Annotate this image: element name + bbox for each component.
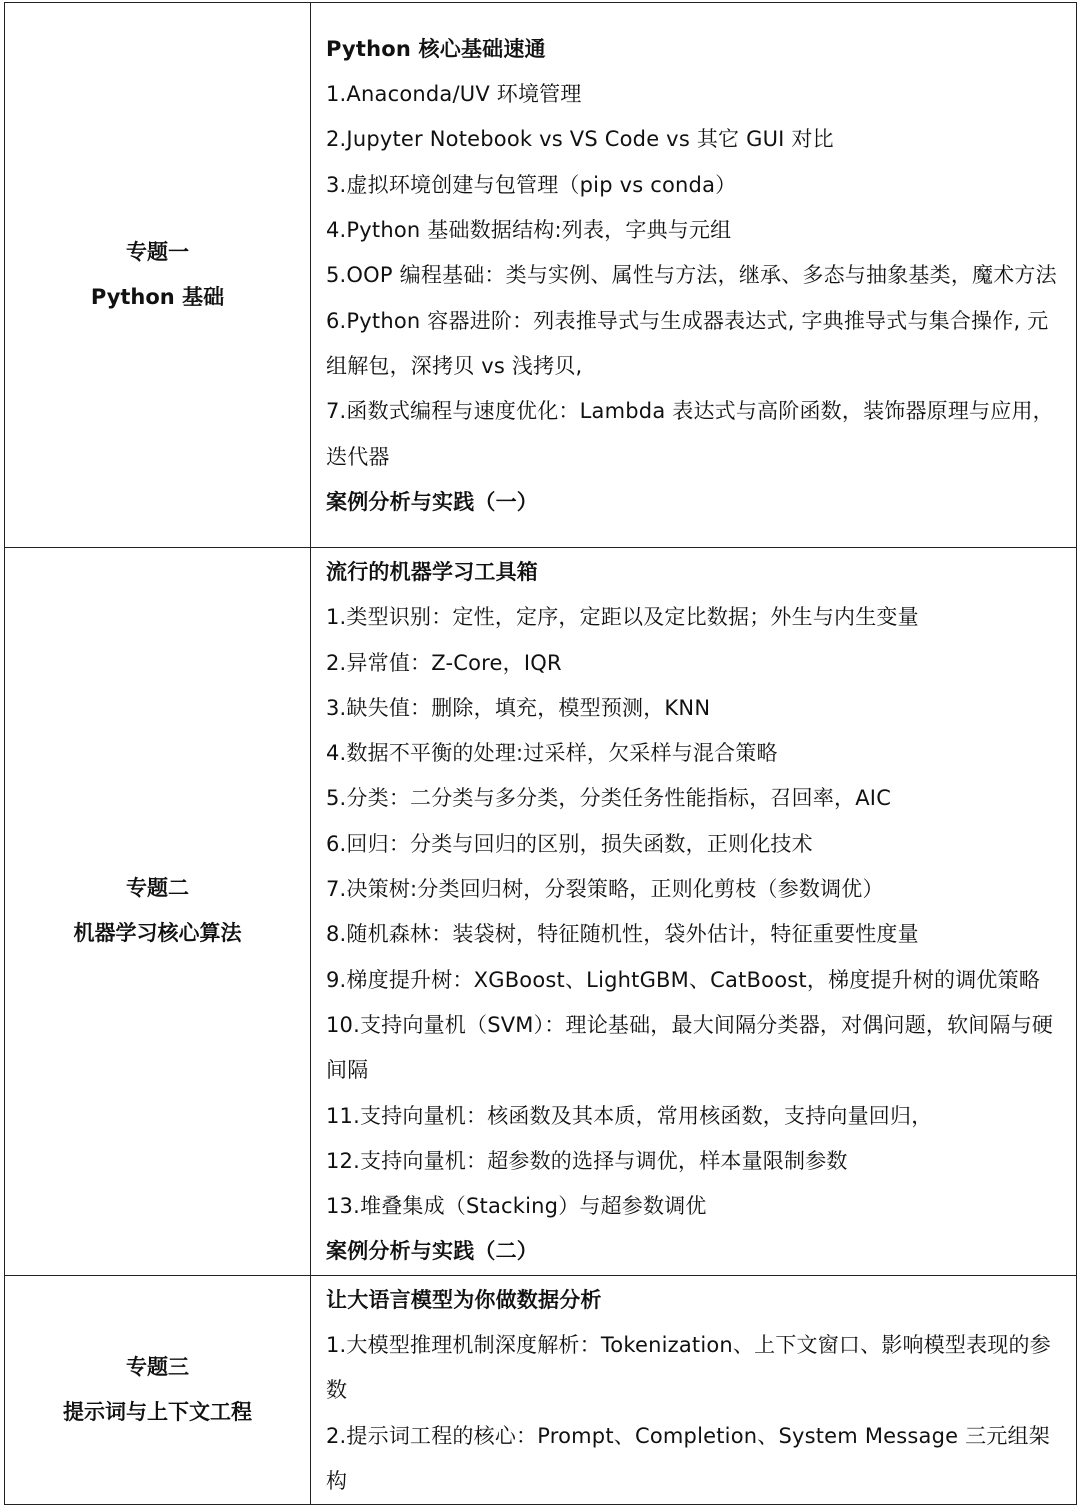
topic-row-2 — [5, 548, 1077, 1276]
section-heading: 案例分析与实践（一） — [326, 489, 538, 514]
content-line: 7.决策树:分类回归树，分裂策略，正则化剪枝（参数调优） — [326, 877, 884, 902]
content-line: 9.梯度提升树：XGBoost、LightGBM、CatBoost，梯度提升树的调优策略 — [326, 967, 1041, 992]
content-line: 3.缺失值：删除，填充，模型预测，KNN — [326, 695, 711, 720]
topic-label: 专题三 — [126, 1354, 189, 1379]
topic-cell-3 — [5, 1275, 311, 1504]
content-line: 4.数据不平衡的处理:过采样，欠采样与混合策略 — [326, 741, 778, 766]
content-cell-2 — [311, 548, 1077, 1276]
content-cell-1 — [311, 3, 1077, 548]
content-cell-3 — [311, 1275, 1077, 1504]
content-line: 1.Anaconda/UV 环境管理 — [326, 82, 582, 107]
syllabus-table — [4, 2, 1077, 1505]
content-line: 6.Python 容器进阶：列表推导式与生成器表达式, 字典推导式与集合操作, 元组解包，深拷贝 vs 浅拷贝, — [326, 308, 1049, 378]
content-line: 1.类型识别：定性，定序，定距以及定比数据；外生与内生变量 — [326, 605, 919, 630]
content-line: 5.分类：二分类与多分类，分类任务性能指标，召回率，AIC — [326, 786, 892, 811]
content-line: 8.随机森林：装袋树，特征随机性，袋外估计，特征重要性度量 — [326, 922, 919, 947]
topic-title: 提示词与上下文工程 — [63, 1399, 252, 1424]
topic-cell-1 — [5, 3, 311, 548]
section-heading: 案例分析与实践（二） — [326, 1239, 538, 1264]
section-heading: 流行的机器学习工具箱 — [326, 560, 538, 584]
section-heading: Python 核心基础速通 — [326, 36, 546, 61]
topic-row-1 — [5, 3, 1077, 548]
content-line: 2.提示词工程的核心：Prompt、Completion、System Message 三元组架构 — [326, 1423, 1050, 1493]
content-list — [326, 1276, 1068, 1504]
content-line: 1.大模型推理机制深度解析：Tokenization、上下文窗口、影响模型表现的参数 — [326, 1333, 1051, 1403]
topic-title: Python 基础 — [90, 285, 225, 309]
content-line: 4.Python 基础数据结构:列表，字典与元组 — [326, 218, 732, 243]
content-line: 11.支持向量机：核函数及其本质，常用核函数，支持向量回归， — [326, 1103, 933, 1128]
content-line: 10.支持向量机（SVM）：理论基础，最大间隔分类器，对偶问题，软间隔与硬间隔 — [326, 1012, 1054, 1083]
content-line: 7.函数式编程与速度优化：Lambda 表达式与高阶函数，装饰器原理与应用，迭代器 — [326, 399, 1054, 469]
content-line: 5.OOP 编程基础：类与实例、属性与方法，继承、多态与抽象基类，魔术方法 — [326, 263, 1057, 288]
content-line: 13.堆叠集成（Stacking）与超参数调优 — [326, 1194, 707, 1219]
topic-title: 机器学习核心算法 — [73, 921, 242, 946]
content-line: 2.异常值：Z-Core，IQR — [326, 650, 562, 675]
topic-label: 专题二 — [126, 876, 189, 901]
content-line: 12.支持向量机：超参数的选择与调优，样本量限制参数 — [326, 1148, 848, 1173]
topic-label: 专题一 — [126, 240, 189, 264]
content-list — [326, 548, 1068, 1275]
section-heading: 让大语言模型为你做数据分析 — [326, 1287, 602, 1312]
topic-cell-2 — [5, 548, 311, 1276]
content-list — [326, 25, 1068, 525]
content-line: 2.Jupyter Notebook vs VS Code vs 其它 GUI 对比 — [326, 127, 834, 152]
content-line: 6.回归：分类与回归的区别，损失函数，正则化技术 — [326, 831, 813, 856]
content-line: 3.虚拟环境创建与包管理（pip vs conda） — [326, 172, 737, 197]
topic-row-3 — [5, 1275, 1077, 1504]
